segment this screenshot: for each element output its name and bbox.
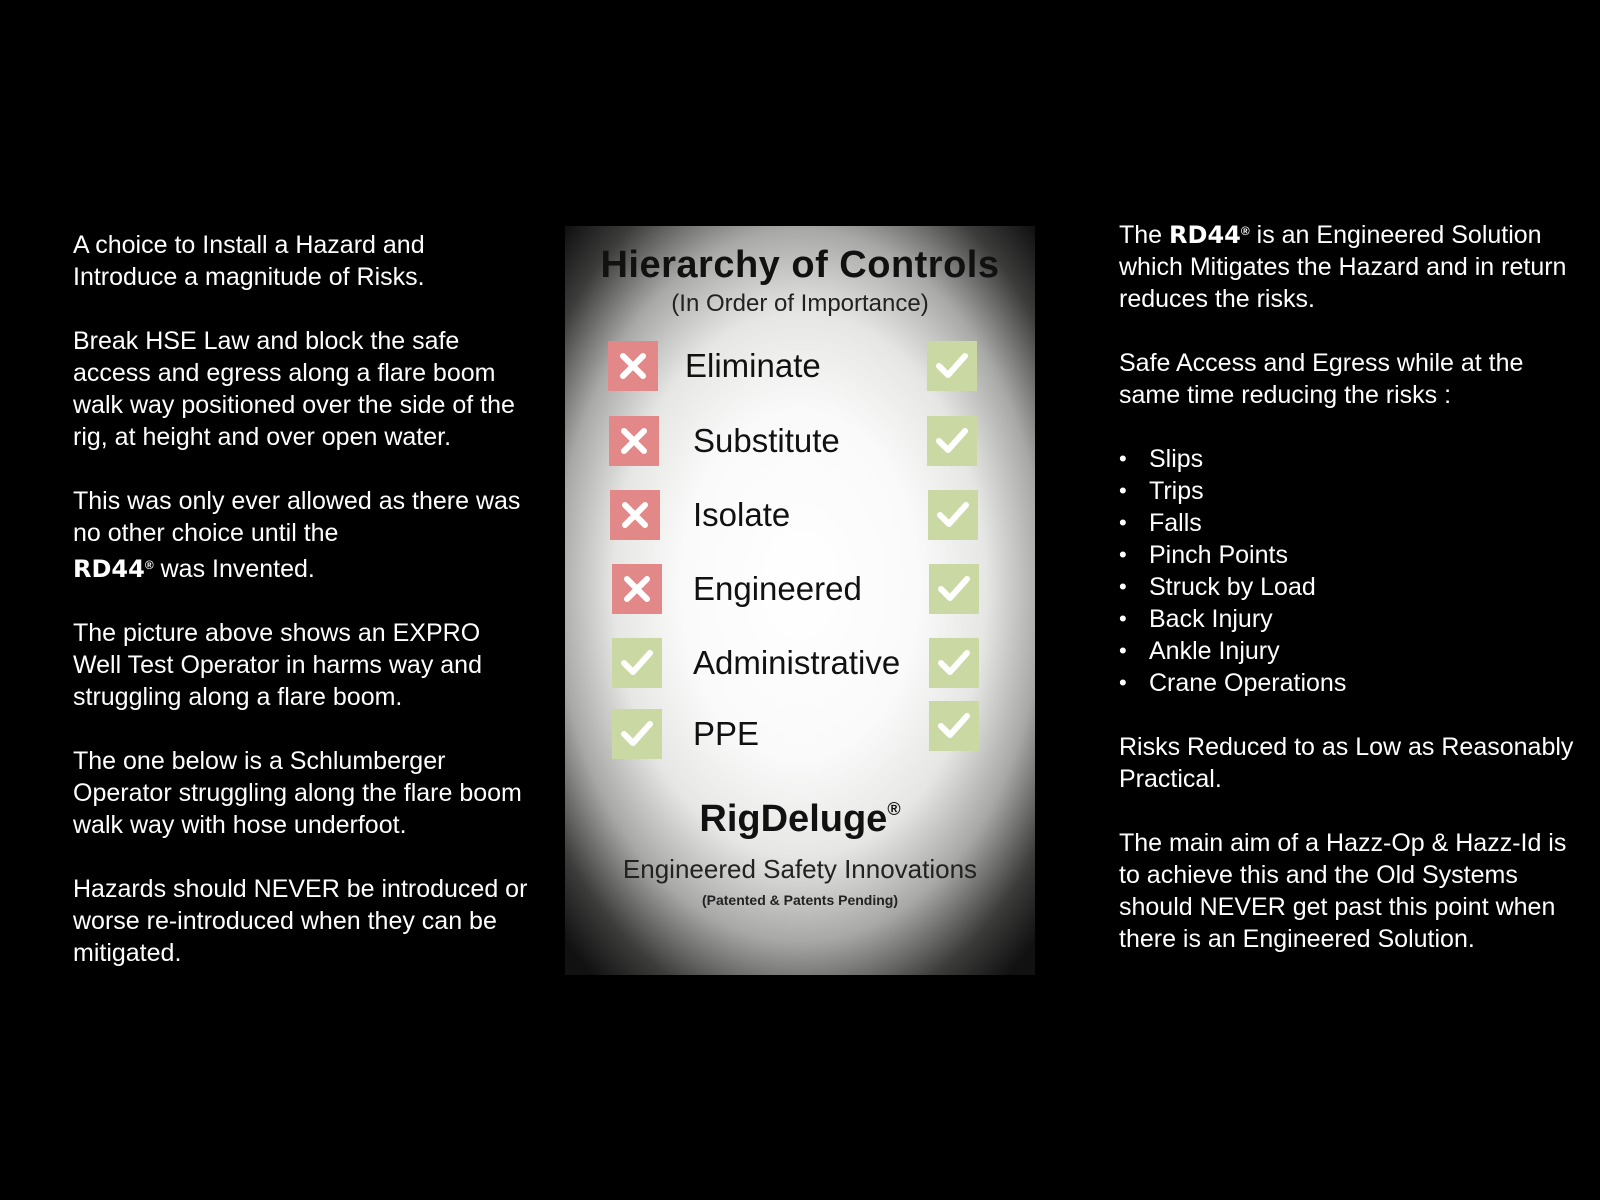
rigdeluge-brand	[565, 798, 1035, 841]
list-item: • Falls	[1119, 507, 1589, 539]
right-paragraph-4: The main aim of a Hazz-Op & Hazz-Id is to achieve this and the Old Systems should NEVER get past this point when there is an Engineered Solution.	[1119, 829, 1567, 953]
risk-list	[1119, 443, 1589, 699]
check-icon	[928, 490, 978, 540]
control-label: Isolate	[693, 496, 791, 533]
list-item: • Slips	[1119, 443, 1589, 475]
control-label: Administrative	[693, 644, 901, 681]
control-label: Eliminate	[685, 347, 821, 384]
control-row-engineered	[565, 564, 1035, 616]
right-paragraph-3: Risks Reduced to as Low as Reasonably Practical.	[1119, 733, 1574, 793]
list-item: • Ankle Injury	[1119, 635, 1589, 667]
right-paragraph-1-end: is an Engineered Solution which Mitigates the Hazard and in return reduces the risks.	[1119, 221, 1567, 313]
registered-mark: ®	[1240, 224, 1250, 238]
cross-icon	[609, 416, 659, 466]
left-paragraph-3-end: was Invented.	[160, 555, 315, 583]
control-row-administrative	[565, 638, 1035, 690]
left-paragraph-4: The picture above shows an EXPRO Well Test Operator in harms way and struggling along a flare boom.	[73, 619, 482, 711]
control-row-eliminate	[565, 341, 1035, 393]
left-text-column	[73, 229, 533, 1001]
control-row-isolate	[565, 490, 1035, 542]
right-paragraph-1	[1119, 215, 1589, 315]
cross-icon	[610, 490, 660, 540]
list-item: • Crane Operations	[1119, 667, 1589, 699]
check-icon	[927, 416, 977, 466]
check-icon	[612, 638, 662, 688]
check-icon	[927, 341, 977, 391]
brand-tagline: Engineered Safety Innovations	[622, 854, 978, 884]
hierarchy-of-controls-panel	[565, 226, 1035, 975]
cross-icon	[612, 564, 662, 614]
right-text-column	[1119, 215, 1589, 987]
patent-note: (Patented & Patents Pending)	[701, 892, 899, 908]
left-paragraph-2: Break HSE Law and block the safe access and egress along a flare boom walk way positioned over the side of the rig, at height and over open water.	[73, 327, 515, 451]
rd44-brand: RD44	[73, 555, 145, 583]
list-item: • Trips	[1119, 475, 1589, 507]
panel-title: Hierarchy of Controls	[600, 244, 1000, 286]
list-item: • Struck by Load	[1119, 571, 1589, 603]
control-row-ppe	[565, 709, 1035, 761]
registered-mark: ®	[887, 799, 901, 819]
panel-subtitle: (In Order of Importance)	[671, 290, 929, 317]
left-paragraph-1: A choice to Install a Hazard and Introduce a magnitude of Risks.	[73, 231, 425, 291]
right-paragraph-1-start: The	[1119, 221, 1163, 249]
brand-name: RigDeluge	[699, 798, 888, 840]
left-paragraph-3-start: This was only ever allowed as there was no other choice until the	[73, 487, 521, 547]
check-icon	[929, 701, 979, 751]
rd44-brand: RD44	[1169, 221, 1241, 249]
list-item: • Back Injury	[1119, 603, 1589, 635]
control-label: PPE	[693, 715, 760, 752]
cross-icon	[608, 341, 658, 391]
list-item: • Pinch Points	[1119, 539, 1589, 571]
registered-mark: ®	[144, 558, 154, 572]
control-row-substitute	[565, 416, 1035, 468]
control-label: Engineered	[693, 570, 862, 607]
control-label: Substitute	[693, 422, 840, 459]
right-paragraph-2: Safe Access and Egress while at the same time reducing the risks :	[1119, 349, 1524, 409]
left-paragraph-6: Hazards should NEVER be introduced or worse re-introduced when they can be mitigated.	[73, 875, 528, 967]
left-paragraph-3	[73, 485, 533, 585]
check-icon	[612, 709, 662, 759]
check-icon	[929, 564, 979, 614]
check-icon	[929, 638, 979, 688]
left-paragraph-5: The one below is a Schlumberger Operator struggling along the flare boom walk way with hose underfoot.	[73, 747, 522, 839]
